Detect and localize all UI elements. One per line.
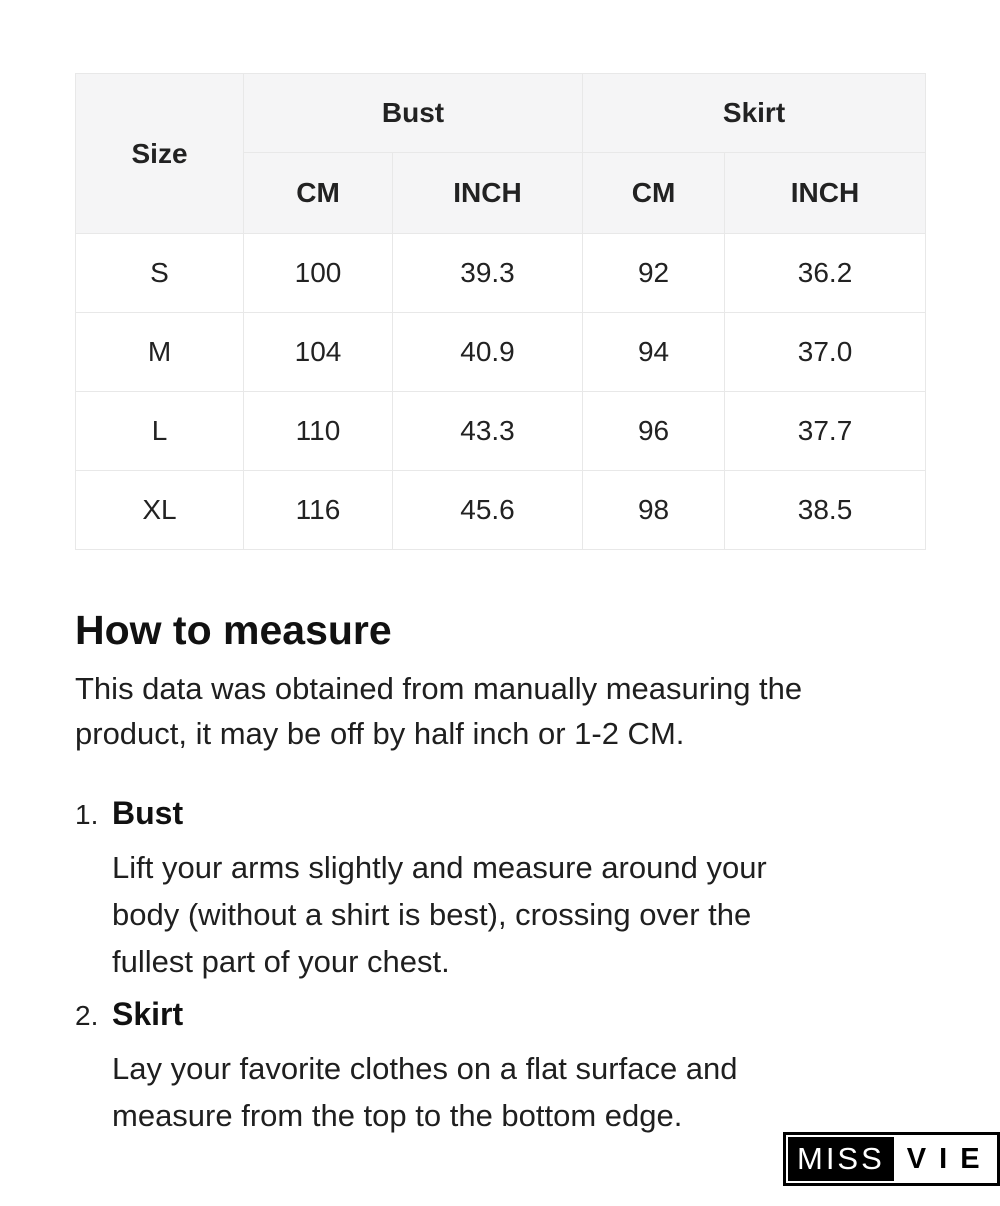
skirt-cm-cell: 98: [583, 471, 725, 550]
intro-line: This data was obtained from manually measuring the: [75, 671, 803, 706]
bust-group-header: Bust: [244, 74, 583, 153]
step-label: Bust: [112, 795, 184, 831]
size-cell: L: [76, 392, 244, 471]
step-line: fullest part of your chest.: [112, 944, 450, 979]
skirt-cm-header: CM: [583, 153, 725, 234]
step-description: [112, 844, 925, 985]
step-number: 2.: [75, 1000, 99, 1031]
measure-steps-list: [75, 794, 925, 1139]
brand-logo-vie: VIE: [906, 1142, 993, 1175]
size-column-header: Size: [76, 74, 244, 234]
step-bust: [75, 794, 925, 985]
step-line: Lift your arms slightly and measure around your: [112, 850, 767, 885]
step-description: [112, 1045, 925, 1139]
table-row-m: [76, 313, 926, 392]
brand-logo: [783, 1132, 1000, 1186]
step-line: Lay your favorite clothes on a flat surface and: [112, 1051, 738, 1086]
bust-inch-cell: 43.3: [393, 392, 583, 471]
bust-inch-cell: 40.9: [393, 313, 583, 392]
how-to-measure-intro: [75, 666, 925, 756]
how-to-measure-title: How to measure: [75, 607, 392, 653]
brand-logo-miss: MISS: [788, 1137, 894, 1181]
intro-line: product, it may be off by half inch or 1-2 CM.: [75, 716, 685, 751]
skirt-inch-header: INCH: [725, 153, 926, 234]
bust-cm-cell: 116: [244, 471, 393, 550]
step-line: body (without a shirt is best), crossing over the: [112, 897, 752, 932]
table-row-l: [76, 392, 926, 471]
size-chart-table: [75, 73, 926, 550]
bust-inch-cell: 45.6: [393, 471, 583, 550]
table-group-header-row: [76, 74, 926, 153]
skirt-inch-cell: 38.5: [725, 471, 926, 550]
bust-inch-cell: 39.3: [393, 234, 583, 313]
bust-cm-cell: 104: [244, 313, 393, 392]
size-cell: M: [76, 313, 244, 392]
skirt-group-header: Skirt: [583, 74, 926, 153]
skirt-inch-cell: 37.0: [725, 313, 926, 392]
bust-inch-header: INCH: [393, 153, 583, 234]
step-line: measure from the top to the bottom edge.: [112, 1098, 683, 1133]
skirt-cm-cell: 96: [583, 392, 725, 471]
size-cell: S: [76, 234, 244, 313]
skirt-inch-cell: 37.7: [725, 392, 926, 471]
step-number: 1.: [75, 799, 99, 830]
bust-cm-header: CM: [244, 153, 393, 234]
table-row-s: [76, 234, 926, 313]
bust-cm-cell: 100: [244, 234, 393, 313]
skirt-cm-cell: 94: [583, 313, 725, 392]
step-header: [75, 995, 925, 1033]
size-cell: XL: [76, 471, 244, 550]
bust-cm-cell: 110: [244, 392, 393, 471]
step-header: [75, 794, 925, 832]
step-label: Skirt: [112, 996, 184, 1032]
skirt-cm-cell: 92: [583, 234, 725, 313]
step-skirt: [75, 995, 925, 1139]
skirt-inch-cell: 36.2: [725, 234, 926, 313]
table-row-xl: [76, 471, 926, 550]
